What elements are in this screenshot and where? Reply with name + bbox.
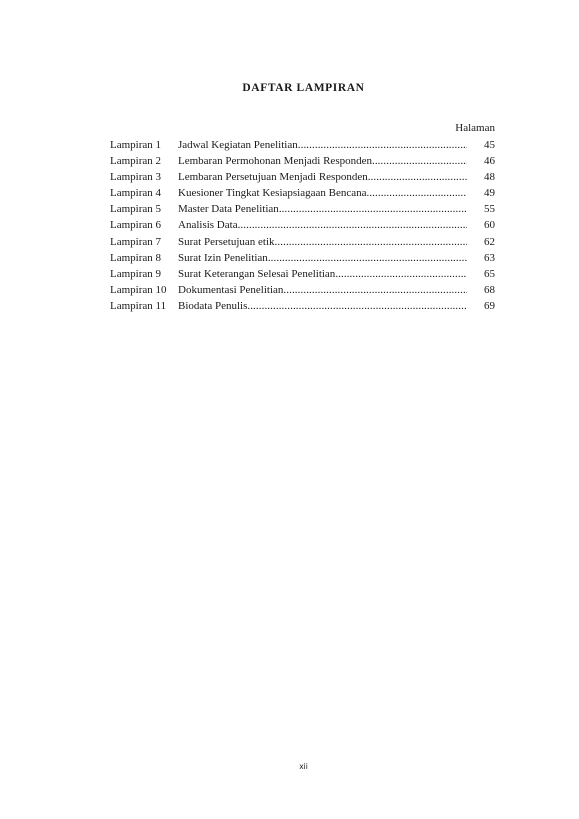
appendix-label: Lampiran 1 [110,139,162,151]
appendix-label: Lampiran 2 [110,155,162,168]
appendix-page-number: 65 [484,267,495,280]
appendix-title: Dokumentasi Penelitian [178,283,284,296]
dot-leader [268,250,467,266]
page-number: xii [299,762,308,771]
appendix-title: Analisis Data [178,219,238,232]
appendix-label: Lampiran 11 [110,299,167,312]
appendix-entry [178,169,471,185]
list-item [110,137,495,153]
dot-leader [283,282,467,298]
appendix-title: Kuesioner Tingkat Kesiapsiagaan Bencana [178,187,367,200]
list-item [110,250,495,266]
appendix-title: Surat Izin Penelitian [178,251,268,264]
dot-leader [298,137,467,153]
appendix-page-number: 62 [484,235,495,248]
appendix-title: Biodata Penulis [178,299,248,312]
list-item [110,298,495,314]
appendix-title: Surat Persetujuan etik [178,235,275,248]
appendix-label: Lampiran 9 [110,267,162,280]
appendix-entry [178,298,471,314]
list-item [110,153,495,169]
dot-leader [372,153,467,169]
dot-leader [247,298,467,314]
appendix-title: Jadwal Kegiatan Penelitian [178,139,298,151]
appendix-entry [178,250,471,266]
appendix-page-number: 69 [484,299,495,312]
dot-leader [335,266,467,282]
appendix-label: Lampiran 10 [110,283,167,296]
appendix-entry [178,201,471,217]
dot-leader [275,234,467,250]
appendix-label: Lampiran 4 [110,187,162,200]
dot-leader [238,217,467,233]
list-item [110,169,495,185]
appendix-page-number: 63 [484,251,495,264]
appendix-entry [178,266,471,282]
appendix-label: Lampiran 3 [110,171,162,184]
appendix-entry [178,185,471,201]
list-item [110,217,495,233]
appendix-title: Master Data Penelitian [178,203,279,216]
dot-leader [279,201,467,217]
appendix-entry [178,153,471,169]
appendix-title: Lembaran Persetujuan Menjadi Responden [178,171,368,184]
appendix-label: Lampiran 7 [110,235,162,248]
appendix-list [110,137,495,314]
appendix-page-number: 48 [484,171,495,184]
appendix-entry [178,137,471,153]
appendix-page-number: 60 [484,219,495,232]
appendix-label: Lampiran 6 [110,219,162,232]
page-title: DAFTAR LAMPIRAN [242,82,365,94]
appendix-page-number: 46 [484,155,495,168]
appendix-entry [178,234,471,250]
appendix-page-number: 49 [484,187,495,200]
appendix-title: Surat Keterangan Selesai Penelitian [178,267,336,280]
list-item [110,234,495,250]
appendix-page-number: 68 [484,283,495,296]
appendix-label: Lampiran 8 [110,251,162,264]
list-item [110,185,495,201]
dot-leader [368,169,467,185]
appendix-entry [178,217,471,233]
appendix-page-number: 55 [484,203,495,216]
appendix-page-number: 45 [484,139,495,151]
list-item [110,266,495,282]
page-column-header: Halaman [455,122,495,134]
list-item [110,201,495,217]
appendix-title: Lembaran Permohonan Menjadi Responden [178,155,372,168]
list-item [110,282,495,298]
dot-leader [366,185,467,201]
appendix-entry [178,282,471,298]
appendix-label: Lampiran 5 [110,203,162,216]
